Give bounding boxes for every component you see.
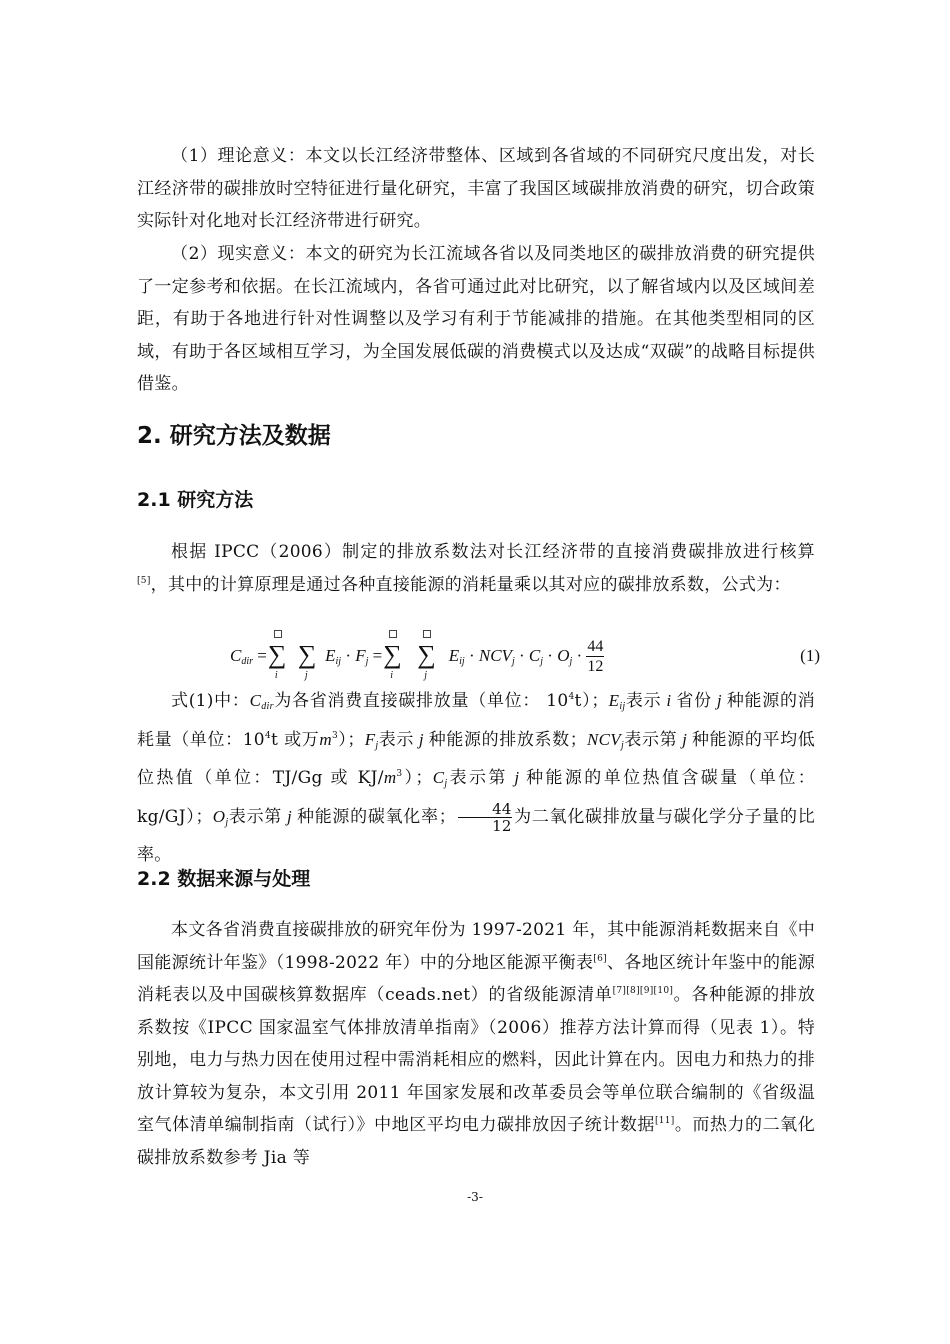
paragraph-theory-significance: （1）理论意义：本文以长江经济带整体、区域到各省域的不同研究尺度出发，对长江经济带的碳排放时空特征进行量化研究，丰富了我国区域碳排放消费的研究，切合政策实际针对化地对长江经济带进行研究。 [137,146,815,231]
citation-11: [11] [654,1116,675,1126]
equation-fraction: $\frac{44}{12}$ [587,637,604,675]
equation-1 [230,630,820,682]
paragraph-method-intro: 根据 IPCC（2006）制定的排放系数法对长江经济带的直接消费碳排放进行核算[5]，其中的计算原理是通过各种直接能源的消耗量乘以其对应的碳排放系数，公式为： [137,542,815,595]
section-heading-methods-data: 2. 研究方法及数据 [137,423,331,449]
subsection-heading-data-source: 2.2 数据来源与处理 [137,868,311,890]
citation-7-10: [7][8][9][10] [612,986,674,996]
equation-number: (1) [800,646,820,665]
paragraph-practical-significance: （2）现实意义：本文的研究为长江流域各省以及同类地区的碳排放消费的研究提供了一定参考和依据。在长江流域内，各省可通过此对比研究，以了解省域内以及区域间差距，有助于各地进行针对性调整以及学习有利于节能减排的措施。在其他类型相同的区域，有助于各区域相互学习，为全国发展低碳的消费模式以及达成“双碳”的战略目标提供借鉴。 [137,244,815,394]
citation-6: [6] [593,953,607,964]
paragraph-equation-explanation: 式(1)中：$C_{dir}$为各省消费直接碳排放量（单位： $10^4t$）；$E_{ij}$表示 i 省份 j 种能源的消耗量（单位：$10^4t$ 或万$m^3$）；$F_j$表示 j 种能源的排放系数；$NCV_j$表示第 j 种能源的平均低位热值（单位：TJ/Gg 或 $KJ/m^3$）；$C_j$表示第 j 种能源的单位热值含碳量（单位：kg/GJ）；$O_j$表示第 j 种能源的碳氧化率； $\frac{44}{12}$ 为二氧化碳排放量与碳化学分子量的比率。 [137,691,816,865]
equation-body: $C_{dir}$ = ∑ i ∑ j $E_{ij} \cdot F_j$ = ∑ i ∑ j $E_{ij} \cdot NCV_j \cdot C_j \cdot O_j$ · $\frac{44}{12}$ [230,630,604,682]
citation-5: [5] [137,575,151,586]
inline-fraction: $\frac{44}{12}$ [458,801,512,834]
paragraph-data-source: 本文各省消费直接碳排放的研究年份为 1997-2021 年，其中能源消耗数据来自《中国能源统计年鉴》（1998-2022 年）中的分地区能源平衡表[6]、各地区统计年鉴中的能源消耗表以及中国碳核算数据库（ceads.net）的省级能源清单[7][8][9][10]。各种能源的排放系数按《IPCC 国家温室气体排放清单指南》（2006）推荐方法计算而得（见表 1）。特别地，电力与热力因在使用过程中需消耗相应的燃料，因此计算在内。因电力和热力的排放计算较为复杂，本文引用 2011 年国家发展和改革委员会等单位联合编制的《省级温室气体清单编制指南（试行）》中地区平均电力碳排放因子统计数据[11]。而热力的二氧化碳排放系数参考 Jia 等 [137,920,816,1168]
page-number: -3- [467,1190,483,1204]
subsection-heading-methods: 2.1 研究方法 [137,489,254,511]
